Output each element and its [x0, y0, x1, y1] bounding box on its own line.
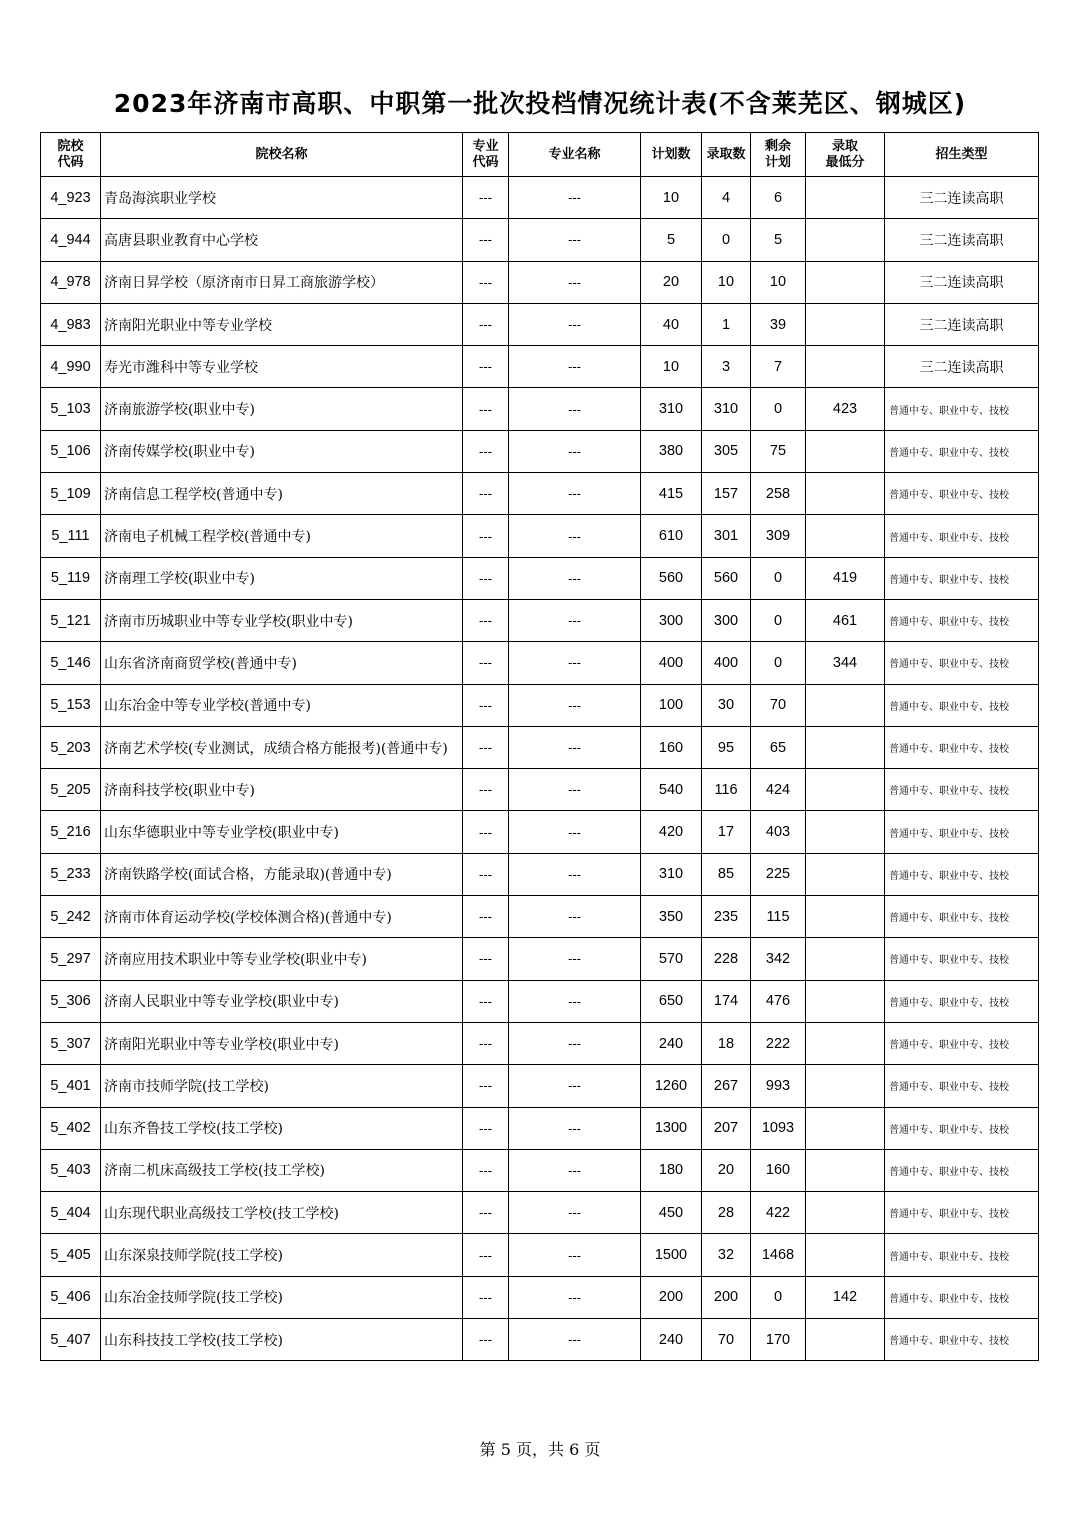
cell-major-code: ---: [463, 811, 509, 853]
cell-major-name: ---: [509, 1022, 641, 1064]
cell-school-name: 山东现代职业高级技工学校(技工学校): [101, 1192, 463, 1234]
table-row: [41, 938, 1039, 980]
table-row: [41, 642, 1039, 684]
cell-school-code: 5_205: [41, 769, 101, 811]
cell-admitted: 28: [702, 1192, 751, 1234]
cell-min-score: [806, 430, 885, 472]
cell-remaining: 10: [751, 261, 806, 303]
cell-admitted: 157: [702, 473, 751, 515]
cell-major-name: ---: [509, 1192, 641, 1234]
table-row: [41, 1149, 1039, 1191]
cell-type: 三二连读高职: [885, 346, 1039, 388]
cell-school-code: 4_944: [41, 219, 101, 261]
cell-major-name: ---: [509, 219, 641, 261]
admission-table: [40, 132, 1039, 1361]
cell-school-name: 济南市历城职业中等专业学校(职业中专): [101, 599, 463, 641]
cell-remaining: 342: [751, 938, 806, 980]
cell-school-code: 5_404: [41, 1192, 101, 1234]
cell-min-score: [806, 811, 885, 853]
cell-school-code: 5_233: [41, 853, 101, 895]
cell-min-score: [806, 1319, 885, 1361]
cell-major-code: ---: [463, 726, 509, 768]
cell-admitted: 174: [702, 980, 751, 1022]
cell-major-code: ---: [463, 1107, 509, 1149]
cell-min-score: 423: [806, 388, 885, 430]
cell-type: 普通中专、职业中专、技校: [885, 430, 1039, 472]
cell-major-name: ---: [509, 769, 641, 811]
cell-min-score: 344: [806, 642, 885, 684]
cell-major-name: ---: [509, 1107, 641, 1149]
table-row: [41, 853, 1039, 895]
cell-school-name: 济南电子机械工程学校(普通中专): [101, 515, 463, 557]
cell-admitted: 3: [702, 346, 751, 388]
cell-school-name: 济南人民职业中等专业学校(职业中专): [101, 980, 463, 1022]
cell-type: 普通中专、职业中专、技校: [885, 1319, 1039, 1361]
cell-school-code: 4_990: [41, 346, 101, 388]
table-row: [41, 1065, 1039, 1107]
cell-school-code: 4_923: [41, 177, 101, 219]
cell-plan: 40: [641, 303, 702, 345]
cell-admitted: 200: [702, 1276, 751, 1318]
cell-school-name: 济南旅游学校(职业中专): [101, 388, 463, 430]
cell-admitted: 10: [702, 261, 751, 303]
cell-remaining: 258: [751, 473, 806, 515]
cell-major-code: ---: [463, 1319, 509, 1361]
cell-type: 三二连读高职: [885, 303, 1039, 345]
cell-school-code: 5_307: [41, 1022, 101, 1064]
cell-school-code: 5_146: [41, 642, 101, 684]
cell-school-name: 济南市体育运动学校(学校体测合格)(普通中专): [101, 896, 463, 938]
cell-school-code: 5_153: [41, 684, 101, 726]
cell-school-code: 5_119: [41, 557, 101, 599]
cell-major-name: ---: [509, 1319, 641, 1361]
cell-major-name: ---: [509, 388, 641, 430]
cell-plan: 610: [641, 515, 702, 557]
cell-major-name: ---: [509, 853, 641, 895]
cell-min-score: [806, 1149, 885, 1191]
cell-major-name: ---: [509, 896, 641, 938]
cell-major-code: ---: [463, 1149, 509, 1191]
table-body: [41, 177, 1039, 1361]
cell-admitted: 300: [702, 599, 751, 641]
cell-school-name: 济南应用技术职业中等专业学校(职业中专): [101, 938, 463, 980]
cell-admitted: 95: [702, 726, 751, 768]
table-row: [41, 1107, 1039, 1149]
cell-major-name: ---: [509, 938, 641, 980]
cell-school-name: 济南二机床高级技工学校(技工学校): [101, 1149, 463, 1191]
cell-school-code: 5_106: [41, 430, 101, 472]
cell-plan: 450: [641, 1192, 702, 1234]
cell-major-name: ---: [509, 473, 641, 515]
cell-plan: 300: [641, 599, 702, 641]
cell-school-code: 5_203: [41, 726, 101, 768]
cell-school-name: 山东冶金技师学院(技工学校): [101, 1276, 463, 1318]
cell-min-score: [806, 1107, 885, 1149]
cell-major-code: ---: [463, 557, 509, 599]
cell-major-code: ---: [463, 769, 509, 811]
cell-remaining: 1468: [751, 1234, 806, 1276]
cell-major-code: ---: [463, 261, 509, 303]
cell-admitted: 560: [702, 557, 751, 599]
cell-admitted: 20: [702, 1149, 751, 1191]
cell-major-code: ---: [463, 515, 509, 557]
cell-major-name: ---: [509, 1065, 641, 1107]
cell-plan: 200: [641, 1276, 702, 1318]
cell-min-score: 142: [806, 1276, 885, 1318]
cell-min-score: [806, 1022, 885, 1064]
cell-remaining: 39: [751, 303, 806, 345]
cell-school-code: 5_403: [41, 1149, 101, 1191]
cell-school-name: 济南阳光职业中等专业学校: [101, 303, 463, 345]
table-row: [41, 261, 1039, 303]
cell-major-code: ---: [463, 853, 509, 895]
table-row: [41, 726, 1039, 768]
cell-remaining: 0: [751, 557, 806, 599]
table-row: [41, 1234, 1039, 1276]
cell-admitted: 17: [702, 811, 751, 853]
cell-admitted: 207: [702, 1107, 751, 1149]
cell-school-name: 济南铁路学校(面试合格，方能录取)(普通中专): [101, 853, 463, 895]
cell-min-score: [806, 684, 885, 726]
cell-school-code: 5_103: [41, 388, 101, 430]
table-row: [41, 599, 1039, 641]
cell-min-score: 461: [806, 599, 885, 641]
cell-min-score: [806, 177, 885, 219]
cell-school-code: 5_109: [41, 473, 101, 515]
cell-major-name: ---: [509, 726, 641, 768]
cell-admitted: 305: [702, 430, 751, 472]
cell-school-name: 山东深泉技师学院(技工学校): [101, 1234, 463, 1276]
cell-admitted: 18: [702, 1022, 751, 1064]
cell-major-name: ---: [509, 346, 641, 388]
cell-remaining: 222: [751, 1022, 806, 1064]
cell-plan: 1260: [641, 1065, 702, 1107]
cell-school-name: 济南科技学校(职业中专): [101, 769, 463, 811]
cell-school-name: 山东华德职业中等专业学校(职业中专): [101, 811, 463, 853]
cell-school-code: 5_407: [41, 1319, 101, 1361]
cell-school-name: 济南传媒学校(职业中专): [101, 430, 463, 472]
cell-plan: 20: [641, 261, 702, 303]
col-header-major-name: 专业名称: [509, 133, 641, 177]
header-row: [41, 133, 1039, 177]
cell-school-name: 济南阳光职业中等专业学校(职业中专): [101, 1022, 463, 1064]
cell-plan: 415: [641, 473, 702, 515]
cell-school-code: 5_242: [41, 896, 101, 938]
cell-major-code: ---: [463, 980, 509, 1022]
cell-type: 普通中专、职业中专、技校: [885, 473, 1039, 515]
cell-type: 普通中专、职业中专、技校: [885, 388, 1039, 430]
cell-min-score: [806, 938, 885, 980]
cell-type: 普通中专、职业中专、技校: [885, 853, 1039, 895]
cell-major-code: ---: [463, 473, 509, 515]
cell-plan: 540: [641, 769, 702, 811]
cell-type: 普通中专、职业中专、技校: [885, 1107, 1039, 1149]
cell-plan: 10: [641, 177, 702, 219]
cell-remaining: 403: [751, 811, 806, 853]
cell-school-code: 5_216: [41, 811, 101, 853]
cell-min-score: [806, 769, 885, 811]
cell-major-name: ---: [509, 557, 641, 599]
cell-remaining: 0: [751, 642, 806, 684]
cell-plan: 350: [641, 896, 702, 938]
cell-school-code: 5_405: [41, 1234, 101, 1276]
cell-remaining: 1093: [751, 1107, 806, 1149]
cell-major-code: ---: [463, 1065, 509, 1107]
cell-major-code: ---: [463, 430, 509, 472]
cell-type: 普通中专、职业中专、技校: [885, 1022, 1039, 1064]
cell-admitted: 228: [702, 938, 751, 980]
table-row: [41, 684, 1039, 726]
cell-min-score: 419: [806, 557, 885, 599]
cell-admitted: 235: [702, 896, 751, 938]
cell-plan: 100: [641, 684, 702, 726]
cell-major-code: ---: [463, 938, 509, 980]
cell-plan: 420: [641, 811, 702, 853]
cell-min-score: [806, 261, 885, 303]
cell-type: 普通中专、职业中专、技校: [885, 684, 1039, 726]
cell-plan: 400: [641, 642, 702, 684]
cell-major-name: ---: [509, 1276, 641, 1318]
table-row: [41, 303, 1039, 345]
table-row: [41, 1192, 1039, 1234]
cell-min-score: [806, 726, 885, 768]
cell-remaining: 115: [751, 896, 806, 938]
cell-admitted: 70: [702, 1319, 751, 1361]
cell-major-code: ---: [463, 1234, 509, 1276]
col-header-remaining: 剩余 计划: [751, 133, 806, 177]
cell-remaining: 70: [751, 684, 806, 726]
cell-major-name: ---: [509, 515, 641, 557]
cell-major-code: ---: [463, 896, 509, 938]
cell-type: 普通中专、职业中专、技校: [885, 938, 1039, 980]
cell-type: 三二连读高职: [885, 177, 1039, 219]
col-header-plan: 计划数: [641, 133, 702, 177]
cell-min-score: [806, 346, 885, 388]
table-row: [41, 430, 1039, 472]
col-header-major-code: 专业 代码: [463, 133, 509, 177]
cell-type: 普通中专、职业中专、技校: [885, 896, 1039, 938]
cell-min-score: [806, 853, 885, 895]
cell-school-name: 山东省济南商贸学校(普通中专): [101, 642, 463, 684]
cell-school-name: 青岛海滨职业学校: [101, 177, 463, 219]
cell-plan: 240: [641, 1319, 702, 1361]
cell-school-name: 山东科技技工学校(技工学校): [101, 1319, 463, 1361]
cell-school-code: 5_297: [41, 938, 101, 980]
cell-remaining: 0: [751, 388, 806, 430]
cell-major-name: ---: [509, 599, 641, 641]
cell-school-code: 5_402: [41, 1107, 101, 1149]
table-row: [41, 811, 1039, 853]
cell-admitted: 85: [702, 853, 751, 895]
cell-admitted: 0: [702, 219, 751, 261]
cell-remaining: 160: [751, 1149, 806, 1191]
cell-plan: 570: [641, 938, 702, 980]
cell-remaining: 0: [751, 1276, 806, 1318]
cell-major-name: ---: [509, 980, 641, 1022]
cell-plan: 380: [641, 430, 702, 472]
cell-type: 普通中专、职业中专、技校: [885, 557, 1039, 599]
cell-min-score: [806, 896, 885, 938]
table-row: [41, 980, 1039, 1022]
cell-plan: 650: [641, 980, 702, 1022]
cell-school-name: 济南信息工程学校(普通中专): [101, 473, 463, 515]
cell-major-code: ---: [463, 599, 509, 641]
cell-type: 普通中专、职业中专、技校: [885, 1276, 1039, 1318]
cell-remaining: 993: [751, 1065, 806, 1107]
cell-min-score: [806, 1234, 885, 1276]
cell-major-name: ---: [509, 1234, 641, 1276]
table-row: [41, 346, 1039, 388]
cell-major-code: ---: [463, 177, 509, 219]
cell-type: 普通中专、职业中专、技校: [885, 1149, 1039, 1191]
cell-admitted: 310: [702, 388, 751, 430]
cell-type: 普通中专、职业中专、技校: [885, 1192, 1039, 1234]
cell-school-name: 山东冶金中等专业学校(普通中专): [101, 684, 463, 726]
cell-remaining: 7: [751, 346, 806, 388]
cell-admitted: 400: [702, 642, 751, 684]
table-row: [41, 388, 1039, 430]
table-row: [41, 515, 1039, 557]
cell-school-code: 4_978: [41, 261, 101, 303]
cell-type: 普通中专、职业中专、技校: [885, 726, 1039, 768]
col-header-school-name: 院校名称: [101, 133, 463, 177]
col-header-min-score: 录取 最低分: [806, 133, 885, 177]
cell-school-name: 济南日昇学校（原济南市日昇工商旅游学校）: [101, 261, 463, 303]
cell-admitted: 267: [702, 1065, 751, 1107]
cell-admitted: 32: [702, 1234, 751, 1276]
cell-school-name: 高唐县职业教育中心学校: [101, 219, 463, 261]
cell-remaining: 476: [751, 980, 806, 1022]
cell-remaining: 225: [751, 853, 806, 895]
cell-type: 普通中专、职业中专、技校: [885, 811, 1039, 853]
cell-remaining: 0: [751, 599, 806, 641]
cell-remaining: 309: [751, 515, 806, 557]
col-header-type: 招生类型: [885, 133, 1039, 177]
cell-type: 普通中专、职业中专、技校: [885, 515, 1039, 557]
cell-type: 普通中专、职业中专、技校: [885, 599, 1039, 641]
cell-type: 普通中专、职业中专、技校: [885, 769, 1039, 811]
cell-school-name: 济南艺术学校(专业测试，成绩合格方能报考)(普通中专): [101, 726, 463, 768]
cell-major-name: ---: [509, 177, 641, 219]
cell-admitted: 4: [702, 177, 751, 219]
cell-type: 三二连读高职: [885, 261, 1039, 303]
cell-min-score: [806, 980, 885, 1022]
cell-admitted: 1: [702, 303, 751, 345]
table-row: [41, 1276, 1039, 1318]
table-row: [41, 769, 1039, 811]
table-row: [41, 1319, 1039, 1361]
cell-major-code: ---: [463, 1022, 509, 1064]
cell-plan: 10: [641, 346, 702, 388]
cell-major-name: ---: [509, 684, 641, 726]
cell-major-code: ---: [463, 388, 509, 430]
cell-plan: 5: [641, 219, 702, 261]
cell-plan: 240: [641, 1022, 702, 1064]
cell-plan: 1300: [641, 1107, 702, 1149]
cell-major-code: ---: [463, 303, 509, 345]
table-row: [41, 473, 1039, 515]
cell-major-name: ---: [509, 261, 641, 303]
cell-major-code: ---: [463, 642, 509, 684]
cell-plan: 180: [641, 1149, 702, 1191]
cell-major-name: ---: [509, 303, 641, 345]
cell-admitted: 30: [702, 684, 751, 726]
cell-type: 普通中专、职业中专、技校: [885, 1234, 1039, 1276]
page-footer: 第 5 页，共 6 页: [479, 1440, 601, 1459]
cell-type: 普通中专、职业中专、技校: [885, 980, 1039, 1022]
cell-school-code: 5_306: [41, 980, 101, 1022]
cell-remaining: 170: [751, 1319, 806, 1361]
cell-min-score: [806, 473, 885, 515]
cell-remaining: 424: [751, 769, 806, 811]
cell-major-code: ---: [463, 219, 509, 261]
cell-school-code: 5_121: [41, 599, 101, 641]
cell-school-code: 5_111: [41, 515, 101, 557]
cell-remaining: 75: [751, 430, 806, 472]
table-row: [41, 219, 1039, 261]
cell-plan: 310: [641, 388, 702, 430]
col-header-admitted: 录取数: [702, 133, 751, 177]
cell-major-code: ---: [463, 346, 509, 388]
cell-type: 普通中专、职业中专、技校: [885, 1065, 1039, 1107]
cell-major-name: ---: [509, 642, 641, 684]
cell-plan: 560: [641, 557, 702, 599]
table-row: [41, 1022, 1039, 1064]
cell-admitted: 116: [702, 769, 751, 811]
cell-major-code: ---: [463, 1276, 509, 1318]
cell-remaining: 6: [751, 177, 806, 219]
cell-major-name: ---: [509, 430, 641, 472]
cell-min-score: [806, 303, 885, 345]
cell-plan: 1500: [641, 1234, 702, 1276]
cell-school-name: 济南市技师学院(技工学校): [101, 1065, 463, 1107]
table-row: [41, 557, 1039, 599]
cell-school-code: 5_406: [41, 1276, 101, 1318]
cell-min-score: [806, 1192, 885, 1234]
cell-type: 普通中专、职业中专、技校: [885, 642, 1039, 684]
table-row: [41, 177, 1039, 219]
cell-remaining: 422: [751, 1192, 806, 1234]
cell-school-code: 5_401: [41, 1065, 101, 1107]
cell-major-code: ---: [463, 684, 509, 726]
cell-major-code: ---: [463, 1192, 509, 1234]
cell-min-score: [806, 219, 885, 261]
cell-min-score: [806, 515, 885, 557]
cell-school-name: 济南理工学校(职业中专): [101, 557, 463, 599]
cell-admitted: 301: [702, 515, 751, 557]
cell-remaining: 5: [751, 219, 806, 261]
cell-type: 三二连读高职: [885, 219, 1039, 261]
cell-school-name: 山东齐鲁技工学校(技工学校): [101, 1107, 463, 1149]
cell-school-name: 寿光市潍科中等专业学校: [101, 346, 463, 388]
col-header-school-code: 院校 代码: [41, 133, 101, 177]
cell-plan: 160: [641, 726, 702, 768]
cell-plan: 310: [641, 853, 702, 895]
cell-major-name: ---: [509, 1149, 641, 1191]
cell-school-code: 4_983: [41, 303, 101, 345]
page-title: 2023年济南市高职、中职第一批次投档情况统计表(不含莱芜区、钢城区): [113, 89, 967, 118]
cell-major-name: ---: [509, 811, 641, 853]
cell-remaining: 65: [751, 726, 806, 768]
cell-min-score: [806, 1065, 885, 1107]
table-row: [41, 896, 1039, 938]
